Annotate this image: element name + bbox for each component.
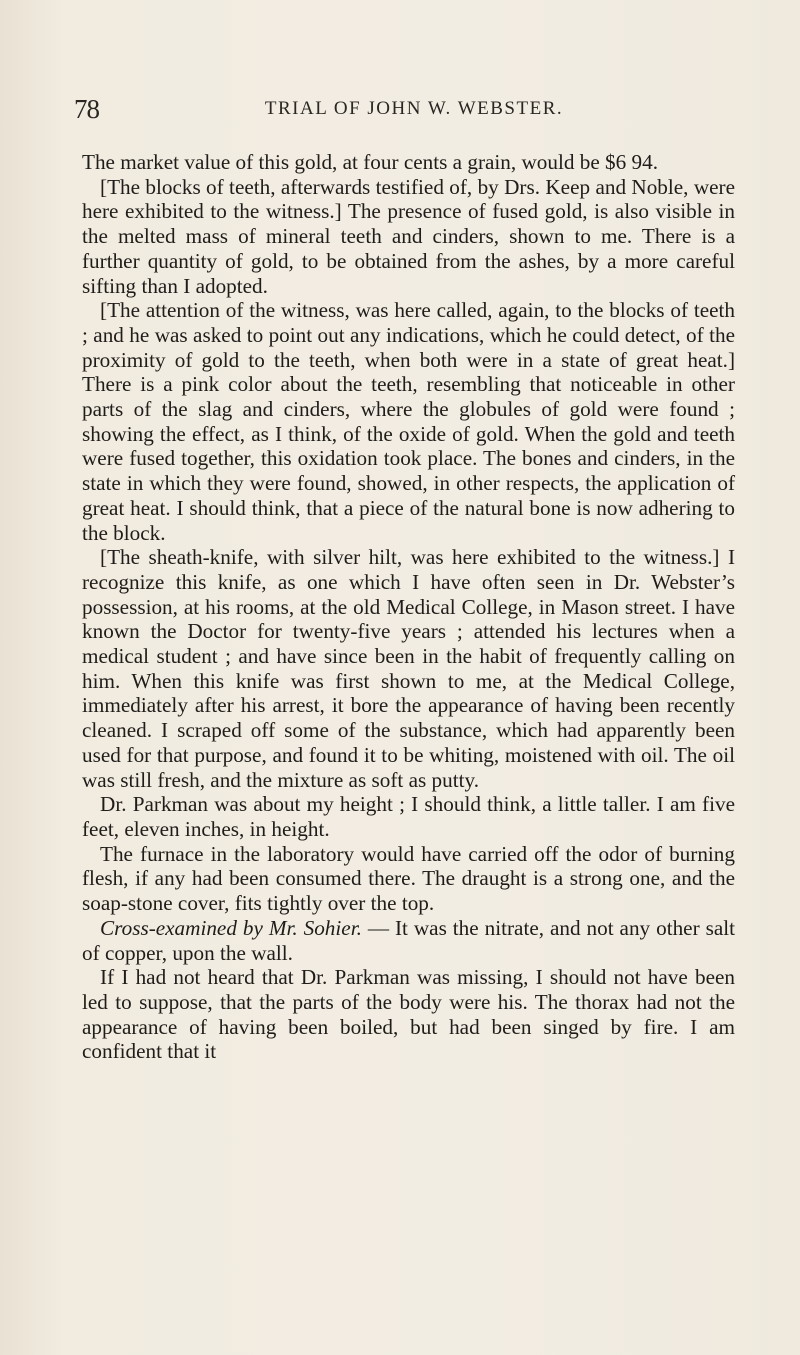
paragraph-final: If I had not heard that Dr. Parkman was missing, I should not have been led to suppose, that the parts of the body were his. The thorax had not the appearance of having been boiled, but had been singed by fire. I am confident that it [82,965,735,1064]
cross-examination-text: It was the nitrate, and not any other salt of copper, upon the wall. [82,915,736,965]
paragraph-market-value: The market value of this gold, at four cents a grain, would be $6 94. [82,150,659,174]
paragraph-cross-examination [82,916,735,965]
body-text [82,150,735,1064]
page-header [74,92,754,126]
paragraph-furnace: The furnace in the laboratory would have carried off the odor of burning flesh, if any had been consumed there. The draught is a strong one, and the soap-stone cover, fits tightly over the top. [82,841,735,916]
running-head: TRIAL OF JOHN W. WEBSTER. [264,98,564,119]
paragraph-parkman-height: Dr. Parkman was about my height ; I should think, a little taller. I am five feet, eleven inches, in height. [82,792,735,841]
paragraph-sheath-knife: [The sheath-knife, with silver hilt, was here exhibited to the witness.] I recognize this knife, as one which I have often seen in Dr. Webster’s possession, at his rooms, at the old Medical College, in Mason street. I have known the Doctor for twenty-five years ; attended his lectures when a medical student ; and have since been in the habit of frequently calling on him. When this knife was first shown to me, at the Medical College, immediately after his arrest, it bore the appearance of having been recently cleaned. I scraped off some of the substance, which had apparently been used for that purpose, and found it to be whiting, moistened with oil. The oil was still fresh, and the mixture as soft as putty. [82,545,735,792]
page-number: 78 [74,94,99,124]
paragraph-blocks-of-teeth: [The blocks of teeth, afterwards testified of, by Drs. Keep and Noble, were here exhibited to the witness.] The presence of fused gold, is also visible in the melted mass of mineral teeth and cinders, shown to me. There is a further quantity of gold, to be obtained from the ashes, by a more careful sifting than I adopted. [82,174,735,298]
paragraph-proximity-of-gold: [The attention of the witness, was here called, again, to the blocks of teeth ; and he was asked to point out any indications, which he could detect, of the proximity of gold to the teeth, when both were in a state of great heat.] There is a pink color about the teeth, resembling that noticeable in other parts of the slag and cinders, where the globules of gold were found ; showing the effect, as I think, of the oxide of gold. When the gold and teeth were fused together, this oxidation took place. The bones and cinders, in the state in which they were found, showed, in other respects, the application of great heat. I should think, that a piece of the natural bone is now adhering to the block. [82,298,735,545]
cross-examination-label: Cross-examined by Mr. Sohier. [100,915,362,940]
cross-examination-dash: — [361,915,395,940]
